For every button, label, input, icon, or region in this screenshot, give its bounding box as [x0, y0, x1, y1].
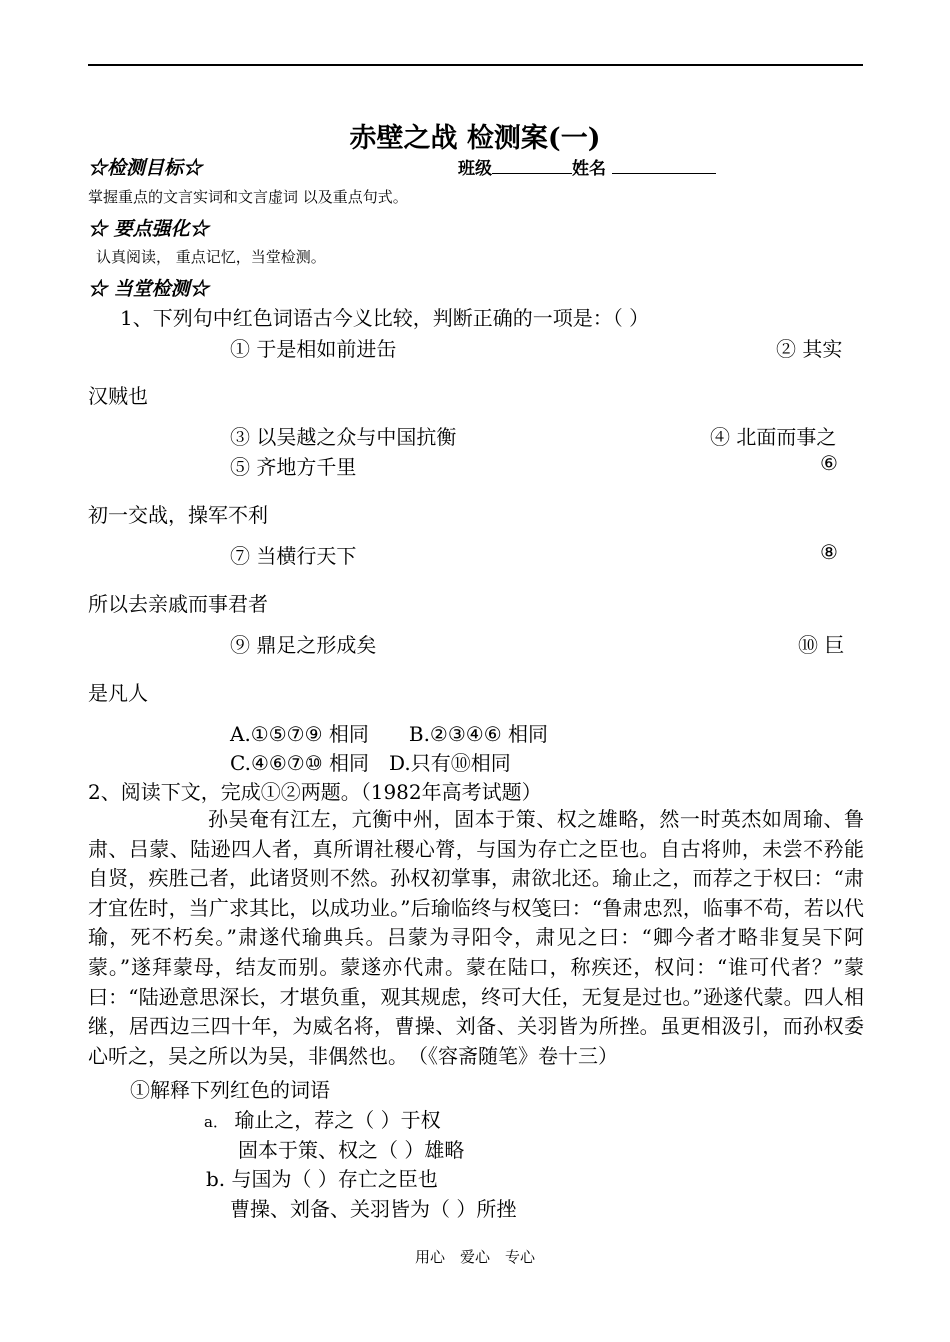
q1-options-ab: A.①⑤⑦⑨ 相同 B.②③④⑥ 相同	[230, 722, 549, 746]
q1-item-2: ② 其实	[776, 337, 843, 361]
q1-item-10: ⑩ 巨	[798, 633, 845, 657]
header-rule	[88, 64, 863, 66]
student-info	[458, 154, 716, 179]
q1-item-8: ⑧	[820, 540, 838, 564]
q2-stem: 2、阅读下文，完成①②两题。（1982年高考试题）	[88, 780, 542, 804]
q1-item-8-cont: 所以去亲戚而事君者	[88, 592, 268, 616]
q1-item-4: ④ 北面而事之	[710, 425, 837, 449]
q1-options-cd: C.④⑥⑦⑩ 相同 D.只有⑩相同	[230, 751, 511, 775]
q2-b2: 曹操、刘备、关羽皆为（ ）所挫	[230, 1197, 517, 1221]
key-points-heading: ☆ 要点强化☆	[88, 218, 209, 240]
q2-a2: 固本于策、权之（ ）雄略	[238, 1138, 465, 1162]
key-points-text: 认真阅读， 重点记忆，当堂检测。	[96, 248, 326, 266]
q1-item-7: ⑦ 当横行天下	[230, 544, 357, 568]
q1-item-1: ① 于是相如前进缶	[230, 337, 397, 361]
q1-item-6-cont: 初一交战，操军不利	[88, 503, 268, 527]
page-footer: 用心 爱心 专心	[414, 1248, 535, 1266]
q1-item-5: ⑤ 齐地方千里	[230, 455, 357, 479]
page-title: 赤壁之战 检测案(一)	[349, 123, 601, 154]
q1-item-10-cont: 是凡人	[88, 681, 148, 705]
q1-item-6: ⑥	[820, 451, 838, 475]
class-blank	[492, 155, 572, 174]
name-blank	[612, 155, 716, 174]
q2-passage: 孙吴奄有江左，亢衡中州，固本于策、权之雄略，然一时英杰如周瑜、鲁肃、吕蒙、陆逊四人者，真所谓社稷心膂，与国为存亡之臣也。自古将帅，未尝不矜能自贤，疾胜己者，此诸贤则不然。孙权初掌事，肃欲北还。瑜止之，而荐之于权曰：“肃才宜佐时，当广求其比，以成功业。”后瑜临终与权笺曰：“鲁肃忠烈，临事不苟，若以代瑜，死不朽矣。”肃遂代瑜典兵。吕蒙为寻阳令，肃见之曰：“卿今者才略非复吴下阿蒙。”遂拜蒙母，结友而别。蒙遂亦代肃。蒙在陆口，称疾还，权问：“谁可代者？”蒙曰：“陆逊意思深长，才堪负重，观其规虑，终可大任，无复是过也。”逊遂代蒙。四人相继，居西边三四十年，为威名将，曹操、刘备、关羽皆为所挫。虽更相汲引，而孙权委心听之，吴之所以为吴，非偶然也。 （《容斋随笔》卷十三）	[88, 807, 864, 1068]
q2-b1: 与国为（ ）存亡之臣也	[231, 1167, 438, 1191]
q2-b	[206, 1163, 438, 1192]
q2-a	[204, 1104, 441, 1133]
q1-item-2-cont: 汉贼也	[88, 384, 148, 408]
in-class-heading: ☆ 当堂检测☆	[88, 278, 209, 300]
name-label: 姓名	[572, 159, 606, 179]
goal-text: 掌握重点的文言实词和文言虚词 以及重点句式。	[88, 188, 408, 206]
q2-a1: 瑜止之，荐之（ ）于权	[234, 1108, 441, 1132]
q2-sub1: ①解释下列红色的词语	[130, 1078, 330, 1102]
q1-item-3: ③ 以吴越之众与中国抗衡	[230, 425, 457, 449]
q1-stem: 1、下列句中红色词语古今义比较，判断正确的一项是：（ ）	[120, 306, 650, 330]
class-label: 班级	[458, 159, 492, 179]
q2-a-label: a．	[204, 1113, 228, 1131]
goal-heading: ☆检测目标☆	[88, 157, 203, 179]
q1-item-9: ⑨ 鼎足之形成矣	[230, 633, 377, 657]
q2-b-label: b.	[206, 1167, 226, 1191]
